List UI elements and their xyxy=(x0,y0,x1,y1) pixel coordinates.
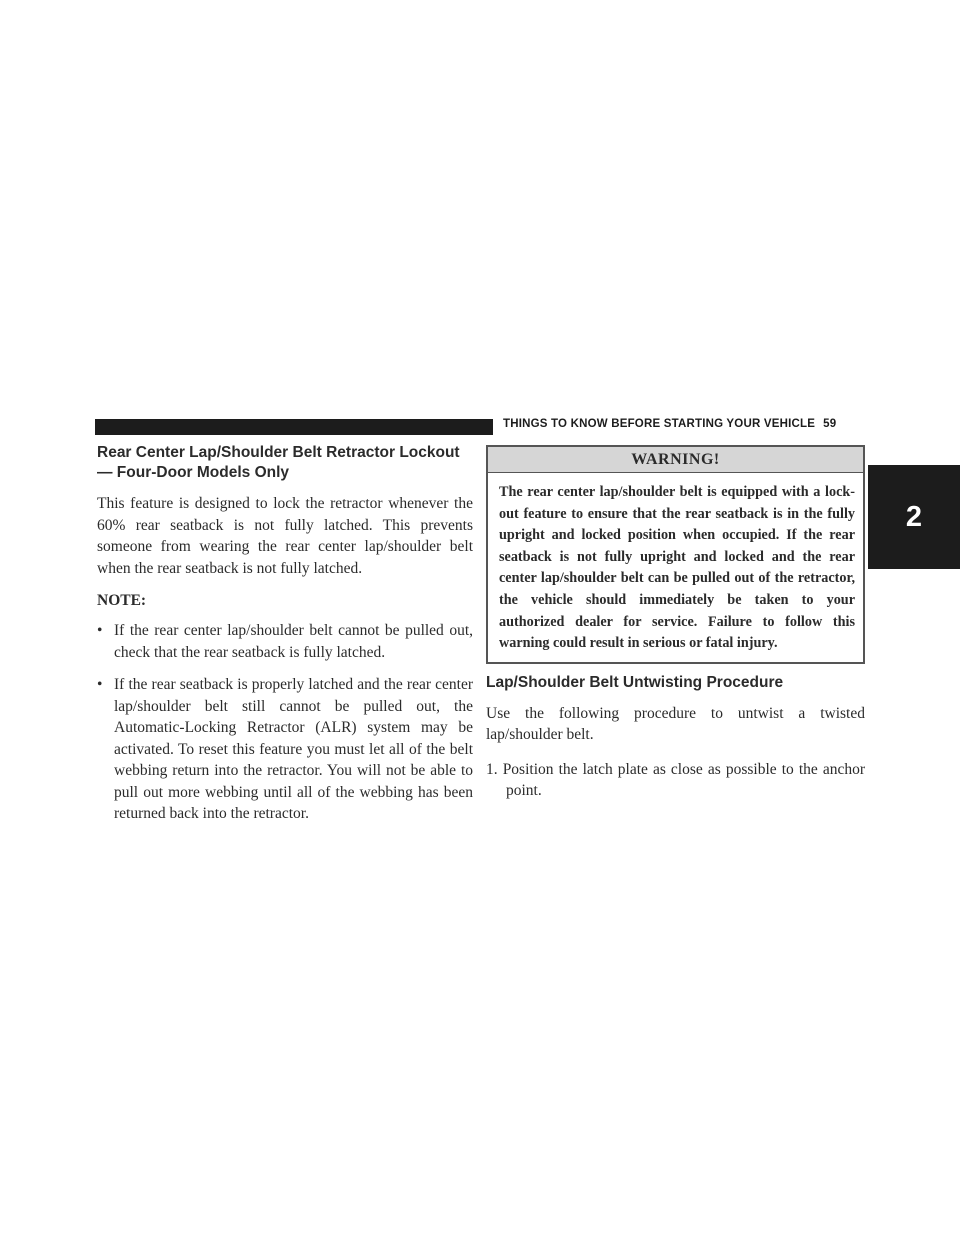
warning-box xyxy=(486,445,865,664)
section-heading-untwisting: Lap/Shoulder Belt Untwisting Procedure xyxy=(486,673,784,691)
bullet-icon: • xyxy=(97,676,103,693)
bullet-item: • If the rear seatback is properly latched and the rear center lap/shoulder belt still cannot be pulled out, the Automatic-Locking Retractor (ALR) system may be activated. To reset this feature you must let all of the belt webbing return into the retractor. You will not be able to pull out more webbing until all of the webbing has been returned back into the retractor. xyxy=(97,676,473,822)
left-column xyxy=(97,443,473,836)
chapter-tab xyxy=(868,465,960,569)
header-title: THINGS TO KNOW BEFORE STARTING YOUR VEHICLE xyxy=(503,418,816,430)
note-label: NOTE: xyxy=(97,592,147,609)
right-column xyxy=(486,445,865,802)
chapter-number: 2 xyxy=(905,500,923,533)
note-bullet-list xyxy=(97,620,473,825)
warning-title: WARNING! xyxy=(488,447,863,473)
running-header xyxy=(503,418,836,430)
procedure-steps xyxy=(486,759,865,802)
header-bar xyxy=(95,419,493,435)
page-number: 59 xyxy=(823,418,837,430)
bullet-icon: • xyxy=(97,622,103,639)
body-paragraph: Use the following procedure to untwist a twisted lap/shoulder belt. xyxy=(486,704,865,744)
body-paragraph: This feature is designed to lock the retractor whenever the 60% rear seatback is not fully latched. This prevents someone from wearing the rear center lap/shoulder belt when the rear seatback is not fully latched. xyxy=(97,495,473,577)
section-heading-retractor-lockout: Rear Center Lap/Shoulder Belt Retractor Lockout — Four-Door Models Only xyxy=(97,444,460,481)
warning-text: The rear center lap/shoulder belt is equipped with a lock-out feature to ensure that the rear seatback is in the fully upright and locked position when occupied. If the rear seatback is not fully upright and locked and the rear center lap/shoulder belt can be pulled out of the retractor, the vehicle should immediately be taken to your authorized dealer for service. Failure to follow this warning could result in serious or fatal injury. xyxy=(499,484,855,652)
step-item: 1. Position the latch plate as close as possible to the anchor point. xyxy=(486,760,865,800)
bullet-item: • If the rear center lap/shoulder belt cannot be pulled out, check that the rear seatback is fully latched. xyxy=(97,622,473,661)
